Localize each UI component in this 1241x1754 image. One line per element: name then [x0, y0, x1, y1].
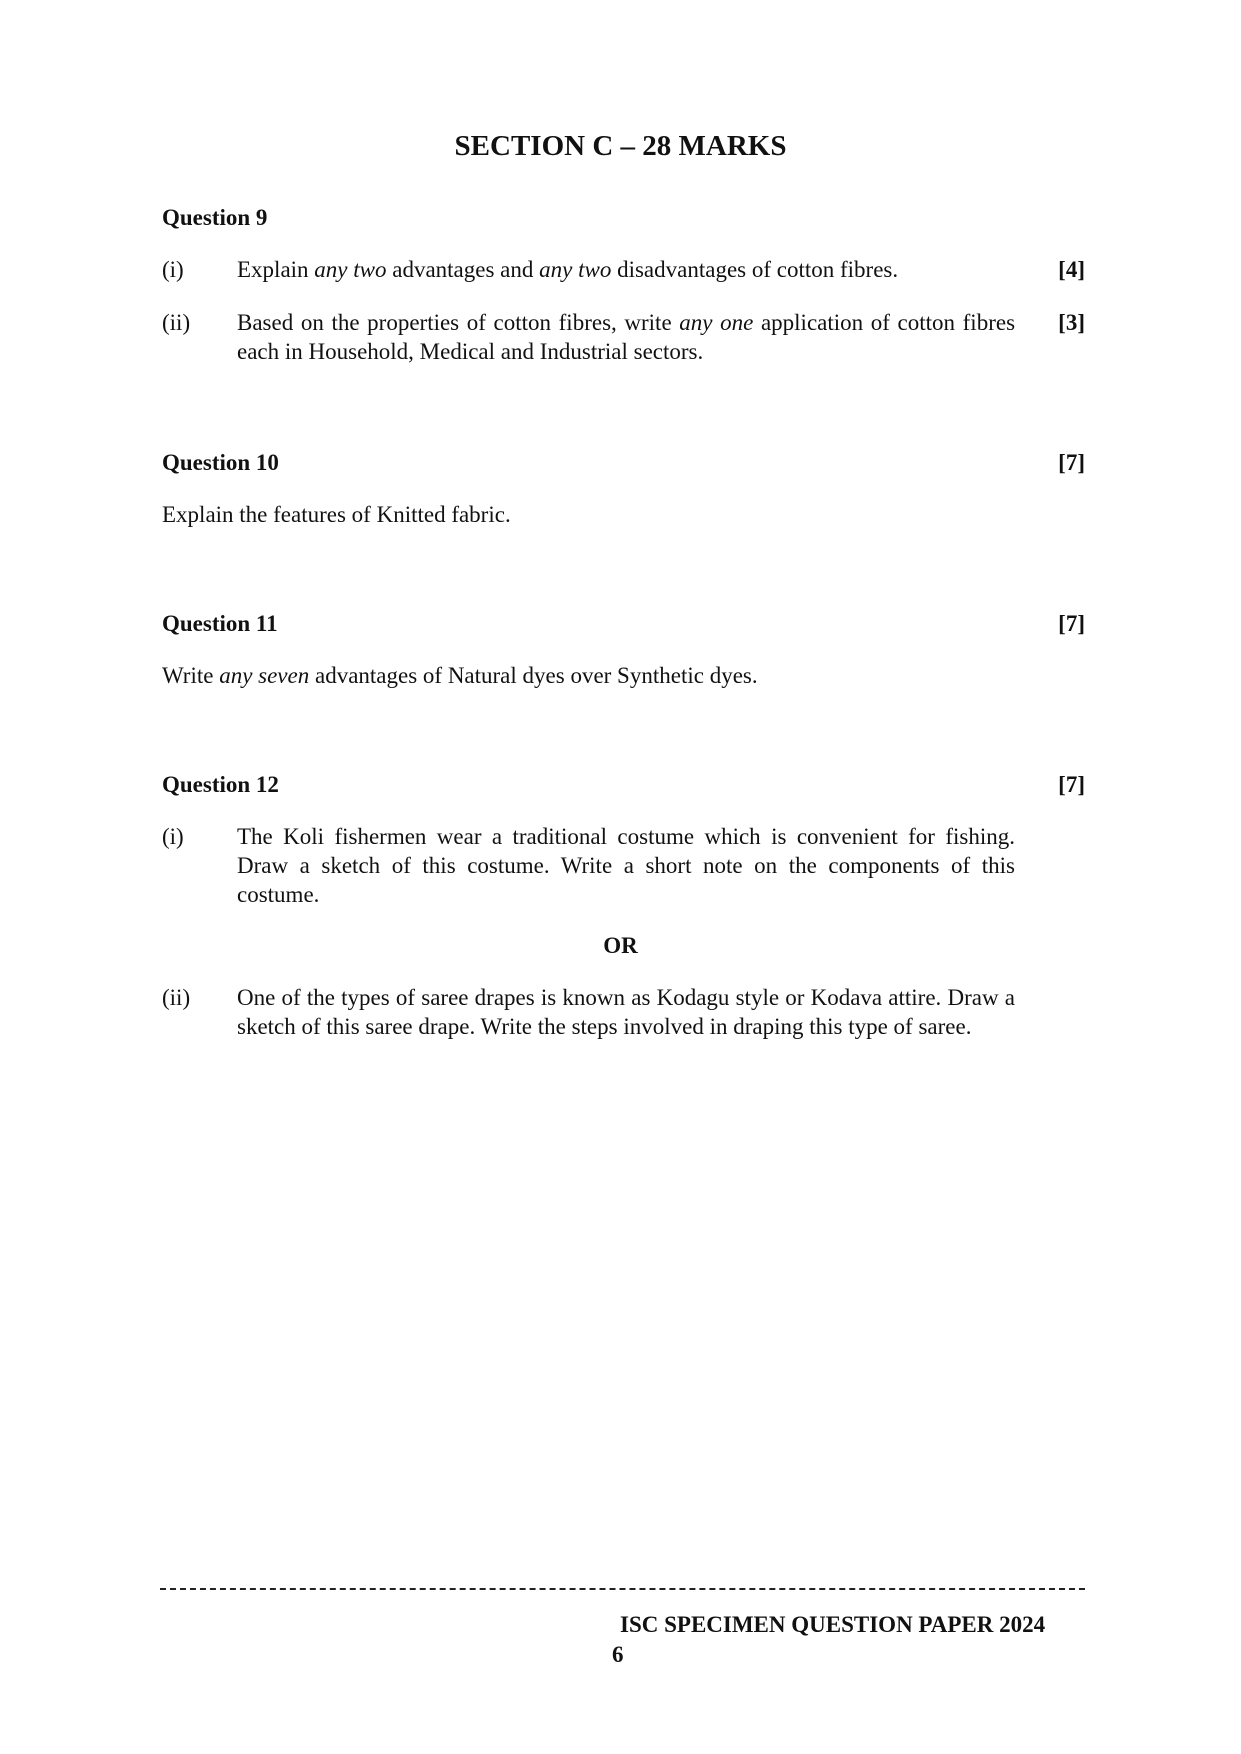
question-10-heading: Question 10: [162, 450, 279, 475]
question-11-heading: Question 11: [162, 611, 278, 636]
question-12-heading: Question 12: [162, 772, 279, 797]
q10-marks: [7]: [1058, 450, 1085, 475]
section-title: SECTION C – 28 MARKS: [454, 130, 787, 162]
q9-part-ii-number: (ii): [162, 310, 191, 335]
q12-part-ii-text: One of the types of saree drapes is known as Kodagu style or Kodava attire. Draw a sketch of this saree drape. Write the steps involved in draping this type of saree.: [237, 985, 1015, 1039]
footer-title: ISC SPECIMEN QUESTION PAPER 2024: [620, 1612, 1046, 1637]
q11-marks: [7]: [1058, 611, 1085, 636]
q9-part-i-text: Explain any two advantages and any two disadvantages of cotton fibres.: [237, 257, 899, 282]
q12-marks: [7]: [1058, 772, 1085, 797]
page-number: 6: [612, 1642, 624, 1667]
q10-text: Explain the features of Knitted fabric.: [162, 502, 511, 527]
q9-part-ii-text: Based on the properties of cotton fibres, write any one application of cotton fibres each in Household, Medical and Industrial sectors.: [237, 310, 1016, 364]
q9-part-i-marks: [4]: [1058, 257, 1085, 282]
footer-divider: [160, 1588, 1085, 1590]
q12-part-ii-number: (ii): [162, 985, 191, 1010]
question-9-heading: Question 9: [162, 205, 268, 230]
q12-part-i-number: (i): [162, 824, 184, 849]
or-label: OR: [603, 933, 638, 958]
q12-part-i-text: The Koli fishermen wear a traditional costume which is convenient for fishing. Draw a sketch of this costume. Write a short note on the components of this costume.: [237, 824, 1015, 907]
q9-part-ii-marks: [3]: [1058, 310, 1085, 335]
q9-part-i-number: (i): [162, 257, 184, 282]
q11-text: Write any seven advantages of Natural dyes over Synthetic dyes.: [162, 663, 758, 688]
